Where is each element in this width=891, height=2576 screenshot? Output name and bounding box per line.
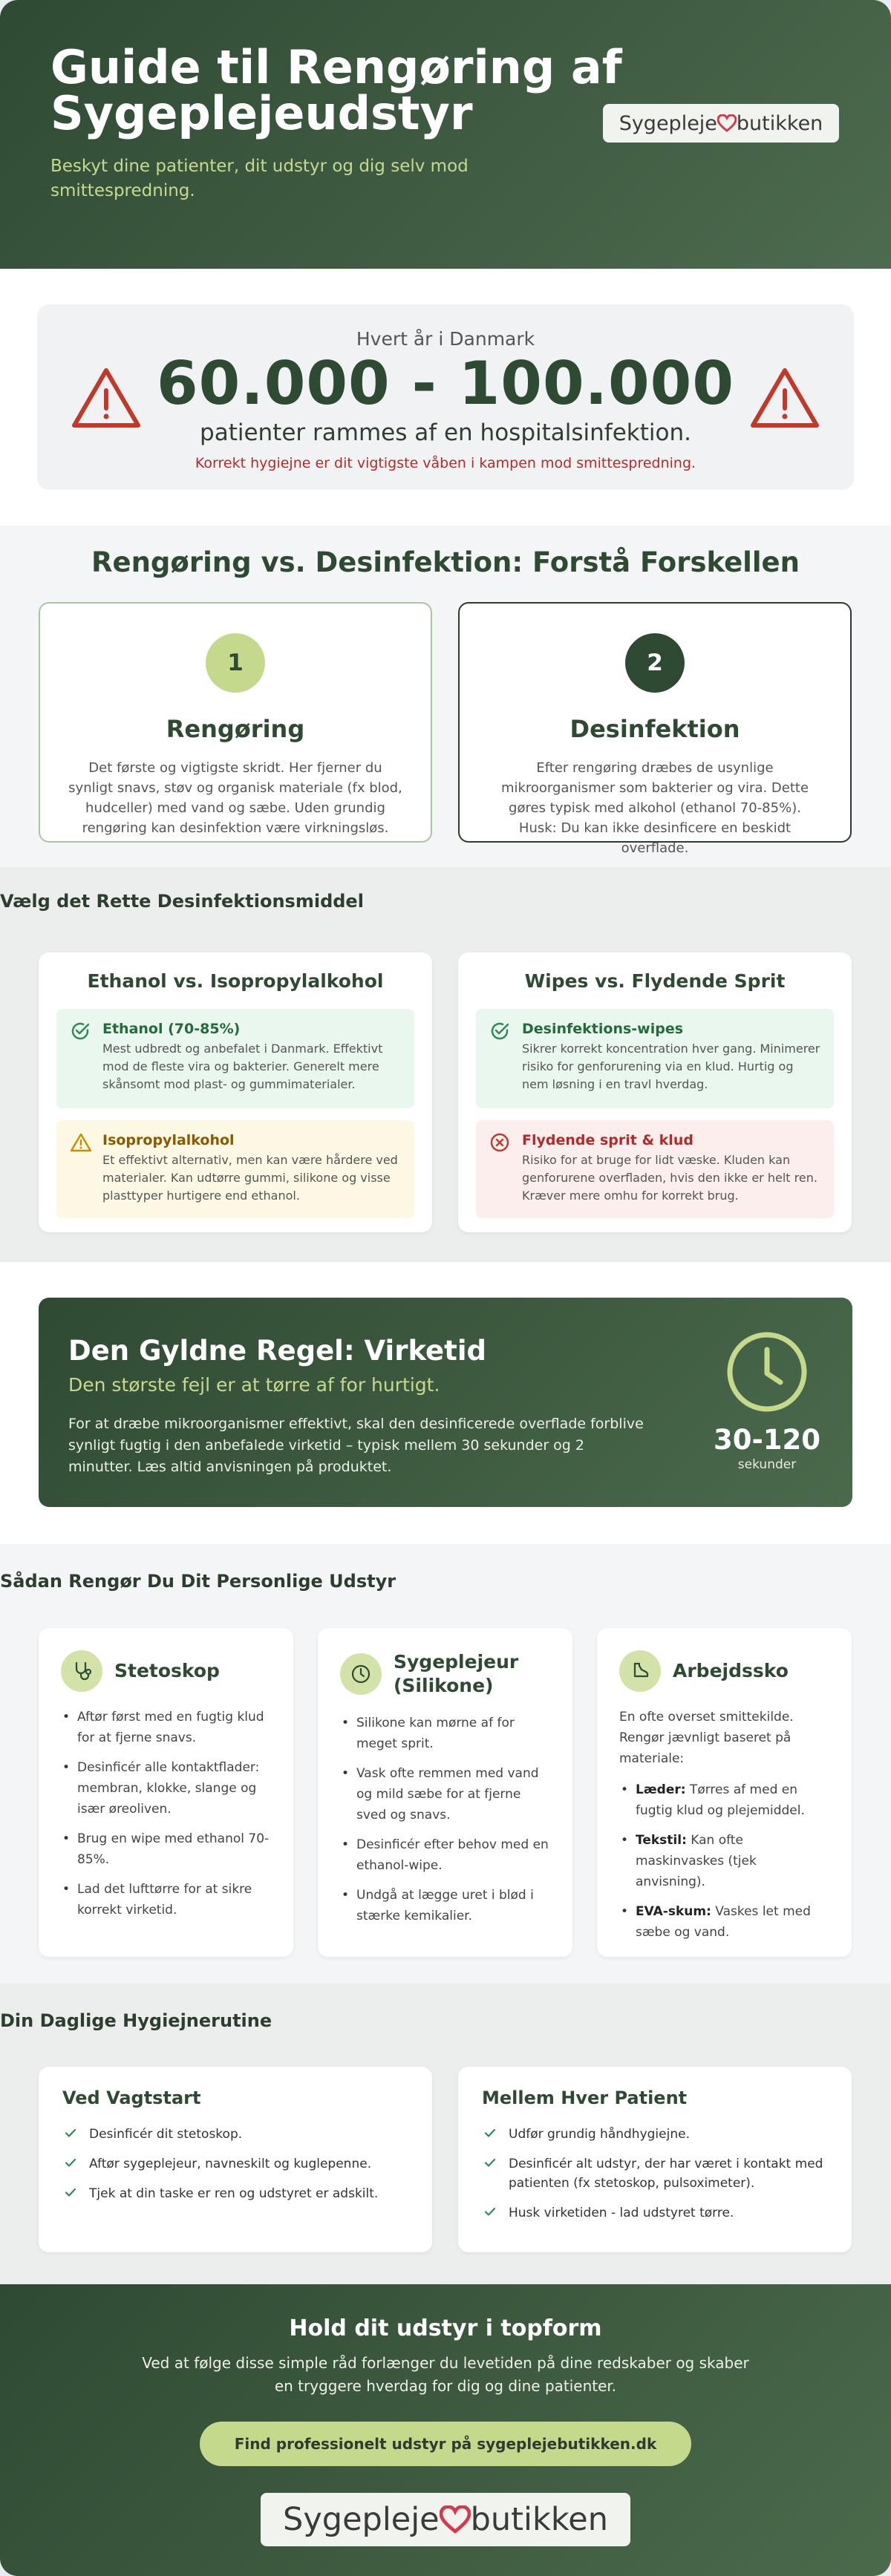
logo-text-part1: Sygepleje bbox=[619, 111, 717, 135]
checklist-item: Tjek at din taske er ren og udstyret er adskilt. bbox=[62, 2184, 408, 2203]
card-title: Arbejdssko bbox=[673, 1660, 789, 1681]
check-circle-icon bbox=[70, 1021, 91, 1045]
clock-icon bbox=[340, 1653, 382, 1695]
stethoscope-card bbox=[39, 1628, 293, 1957]
option-title: Flydende sprit & klud bbox=[522, 1132, 693, 1148]
option-text: Et effektivt alternativ, men kan være hårdere ved materialer. Kan udtørre gummi, silikone og visse plasttyper hurtigere end ethanol. bbox=[102, 1153, 398, 1203]
option-title: Ethanol (70-85%) bbox=[102, 1021, 241, 1037]
checklist-item: Desinficér alt udstyr, der har været i kontakt med patienten (fx stetoskop, pulsoximeter). bbox=[482, 2154, 828, 2193]
card-title: Stetoskop bbox=[114, 1660, 220, 1681]
golden-rule-section bbox=[0, 1262, 891, 1544]
shoe-icon bbox=[619, 1650, 661, 1692]
list-item: • Desinficér efter behov med en ethanol-wipe. bbox=[340, 1834, 550, 1876]
check-icon bbox=[483, 2156, 497, 2175]
list-item: • Undgå at lægge uret i blød i stærke kemikalier. bbox=[340, 1885, 550, 1926]
option-text: Risiko for at bruge for lidt væske. Kluden kan genforurene overfladen, hvis den ikke er helt ren. Kræver mere omhu for korrekt brug. bbox=[522, 1153, 817, 1203]
stats-kicker: Hvert år i Danmark bbox=[356, 328, 535, 350]
list-item: • Desinficér alle kontaktflader: membran, klokke, slange og især øreoliven. bbox=[61, 1757, 271, 1820]
header bbox=[0, 0, 891, 269]
option-text: Sikrer korrekt koncentration hver gang. Minimerer risiko for genforurening via en klud. Hurtig og nem løsning i en travl hverdag. bbox=[522, 1042, 820, 1091]
check-icon bbox=[483, 2205, 497, 2224]
list-item: • Tekstil: Kan ofte maskinvaskes (tjek anvisning). bbox=[619, 1830, 829, 1892]
comparison-card bbox=[39, 952, 432, 1232]
golden-rule-text: For at dræbe mikroorganismer effektivt, skal den desinficerede overflade forblive synligt fugtig i den anbefalede virketid – typisk mellem 30 sekunder og 2 minutter. Læs altid anvisningen på produktet. bbox=[68, 1416, 644, 1475]
brand-logo[interactable] bbox=[261, 2493, 630, 2546]
daily-routine-section bbox=[0, 1984, 891, 2284]
heart-icon bbox=[717, 114, 737, 132]
between-patients-card bbox=[458, 2067, 852, 2252]
card-title: Ved Vagtstart bbox=[62, 2088, 201, 2108]
page-subtitle: Beskyt dine patienter, dit udstyr og dig selv mod smittespredning. bbox=[50, 157, 469, 200]
heart-icon bbox=[440, 2505, 471, 2534]
card-text: Det første og vigtigste skridt. Her fjerner du synligt snavs, støv og organisk materiale (fx blod, hudceller) med vand og sæbe. Uden grundig rengøring kan desinfektion være virkningsløs. bbox=[68, 760, 402, 836]
logo-text-part2: butikken bbox=[470, 2501, 608, 2538]
section-title: Din Daglige Hygiejnerutine bbox=[0, 2010, 272, 2031]
contact-time-unit: sekunder bbox=[737, 1457, 797, 1472]
stethoscope-icon bbox=[61, 1650, 102, 1692]
card-title: Mellem Hver Patient bbox=[482, 2088, 688, 2108]
checklist-item: Husk virketiden - lad udstyret tørre. bbox=[482, 2203, 828, 2223]
option-caution bbox=[56, 1120, 414, 1218]
check-icon bbox=[64, 2126, 77, 2145]
comparison-card bbox=[458, 952, 852, 1232]
page-title: Guide til Rengøring af Sygeplejeudstyr bbox=[50, 40, 622, 140]
disinfection-card bbox=[458, 602, 852, 856]
card-title: Sygeplejeur (Silikone) bbox=[394, 1651, 519, 1696]
golden-rule-subtitle: Den største fejl er at tørre af for hurtigt. bbox=[68, 1374, 440, 1396]
option-recommended bbox=[476, 1009, 834, 1108]
card-title: Rengøring bbox=[166, 715, 305, 743]
section-title: Vælg det Rette Desinfektionsmiddel bbox=[0, 891, 364, 912]
option-title: Isopropylalkohol bbox=[102, 1132, 235, 1148]
list-item: • EVA-skum: Vaskes let med sæbe og vand. bbox=[619, 1901, 829, 1943]
golden-rule-banner bbox=[39, 1298, 852, 1507]
check-icon bbox=[483, 2126, 497, 2145]
option-title: Desinfektions-wipes bbox=[522, 1021, 684, 1037]
equipment-section bbox=[0, 1544, 891, 1984]
option-text: Mest udbredt og anbefalet i Danmark. Effektivt mod de fleste vira og bakterier. Generelt mere skånsomt mod plast- og gummimaterialer. bbox=[102, 1042, 383, 1091]
clock-icon bbox=[725, 1402, 809, 1416]
warning-triangle-icon bbox=[70, 1132, 92, 1156]
list-item: • Silikone kan mørne af for meget sprit. bbox=[340, 1713, 550, 1754]
logo-text-part1: Sygepleje bbox=[283, 2501, 440, 2538]
warning-triangle-icon bbox=[749, 367, 820, 432]
list-item: • Brug en wipe med ethanol 70-85%. bbox=[61, 1828, 271, 1870]
warning-triangle-icon bbox=[71, 367, 142, 432]
shoes-card bbox=[597, 1628, 852, 1957]
stats-note: Korrekt hygiejne er dit vigtigste våben i kampen mod smittespredning. bbox=[195, 455, 696, 471]
section-title: Sådan Rengør Du Dit Personlige Udstyr bbox=[0, 1571, 396, 1592]
stats-line: patienter rammes af en hospitalsinfektion. bbox=[200, 419, 691, 446]
check-icon bbox=[64, 2156, 77, 2175]
stats-section bbox=[0, 269, 891, 526]
option-recommended bbox=[56, 1009, 414, 1108]
step-number-badge: 1 bbox=[206, 633, 265, 693]
checklist-item: Desinficér dit stetoskop. bbox=[62, 2125, 408, 2144]
stats-number: 60.000 - 100.000 bbox=[157, 349, 734, 418]
watch-card bbox=[318, 1628, 572, 1957]
contact-time-value: 30-120 bbox=[713, 1424, 821, 1456]
card-title: Desinfektion bbox=[569, 715, 740, 743]
contact-time bbox=[711, 1330, 823, 1472]
shift-start-card bbox=[39, 2067, 432, 2252]
check-circle-icon bbox=[489, 1021, 510, 1045]
step-number-badge: 2 bbox=[625, 633, 685, 693]
check-icon bbox=[64, 2186, 77, 2205]
list-item: • Vask ofte remmen med vand og mild sæbe for at fjerne sved og snavs. bbox=[340, 1763, 550, 1825]
card-title: Ethanol vs. Isopropylalkohol bbox=[87, 970, 384, 992]
choose-section bbox=[0, 867, 891, 1262]
footer-title: Hold dit udstyr i topform bbox=[289, 2315, 602, 2341]
brand-logo[interactable] bbox=[603, 104, 839, 143]
section-title: Rengøring vs. Desinfektion: Forstå Forskellen bbox=[91, 546, 800, 578]
footer-text: Ved at følge disse simple råd forlænger du levetiden på dine redskaber og skaber en tryggere hverdag for dig og dine patienter. bbox=[142, 2354, 749, 2395]
list-item: • Lad det lufttørre for at sikre korrekt virketid. bbox=[61, 1879, 271, 1920]
list-item: • Aftør først med en fugtig klud for at fjerne snavs. bbox=[61, 1707, 271, 1748]
shop-link-button[interactable]: Find professionelt udstyr på sygeplejebutikken.dk bbox=[200, 2422, 691, 2466]
footer bbox=[0, 2284, 891, 2576]
logo-text-part2: butikken bbox=[736, 111, 823, 135]
checklist-item: Aftør sygeplejeur, navneskilt og kuglepenne. bbox=[62, 2154, 408, 2174]
card-intro: En ofte overset smittekilde. Rengør jævnligt baseret på materiale: bbox=[619, 1710, 794, 1766]
card-text: Efter rengøring dræbes de usynlige mikroorganismer som bakterier og vira. Dette gøres typisk med alkohol (ethanol 70-85%). Husk: Du kan ikke desinficere en beskidt overflade. bbox=[500, 760, 809, 856]
cleaning-card bbox=[39, 602, 432, 843]
stats-box bbox=[37, 304, 854, 490]
option-not-recommended bbox=[476, 1120, 834, 1218]
x-circle-icon bbox=[489, 1132, 510, 1156]
list-item: • Læder: Tørres af med en fugtig klud og plejemiddel. bbox=[619, 1779, 829, 1821]
golden-rule-title: Den Gyldne Regel: Virketid bbox=[68, 1335, 487, 1367]
card-title: Wipes vs. Flydende Sprit bbox=[524, 970, 786, 992]
difference-section bbox=[0, 526, 891, 867]
checklist-item: Udfør grundig håndhygiejne. bbox=[482, 2125, 828, 2144]
